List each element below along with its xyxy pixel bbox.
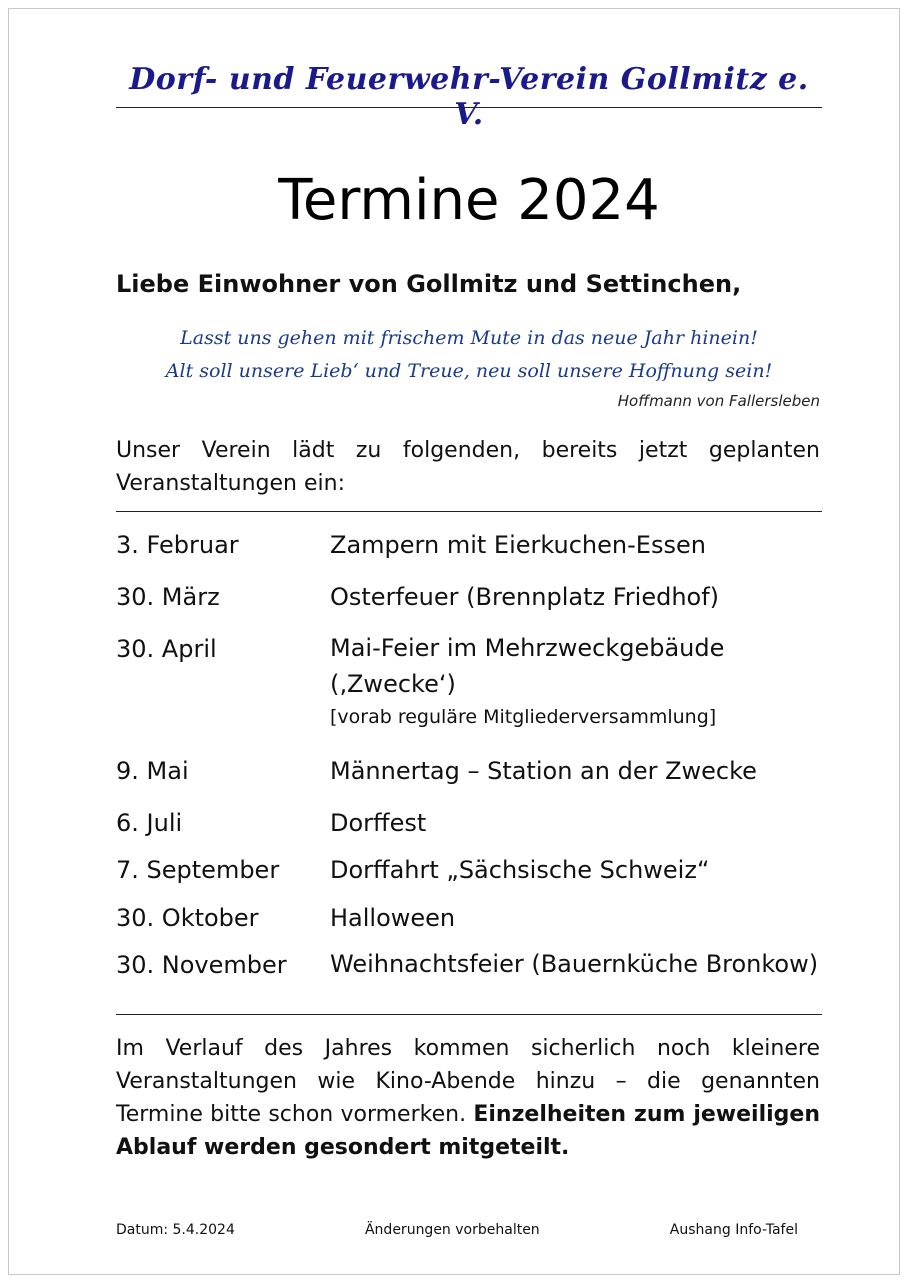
event-date: 30. März [116,583,220,611]
events-bottom-divider [116,1014,822,1015]
intro-text: Unser Verein lädt zu folgenden, bereits jetzt geplanten Veranstaltungen ein: [116,438,820,496]
footer [116,1222,798,1238]
greeting: Liebe Einwohner von Gollmitz und Settinchen, [116,270,742,298]
footer-date: Datum: 5.4.2024 [116,1222,235,1238]
event-row [116,804,822,851]
event-row [116,752,822,804]
event-row [116,526,822,578]
quote-line-2: Alt soll unsere Lieb‘ und Treue, neu soll unsere Hoffnung sein! [165,360,773,382]
event-description: Zampern mit Eierkuchen-Essen [330,531,706,559]
event-date: 3. Februar [116,531,239,559]
event-description: Männertag – Station an der Zwecke [330,757,757,785]
page-title: Termine 2024 [278,168,660,233]
footer-location: Aushang Info-Tafel [669,1222,798,1238]
event-date: 7. September [116,856,280,884]
closing-text: Im Verlauf des Jahres kommen sicherlich noch kleinere Veranstaltungen wie Kino-Abende hinzu – die genannten Termine bitte schon vormerken. [116,1036,820,1127]
event-row [116,899,822,946]
closing-bold-text: Einzelheiten zum jeweiligen Ablauf werden gesondert mitgeteilt. [116,1102,821,1160]
footer-notice: Änderungen vorbehalten [364,1222,540,1238]
event-row [116,630,822,752]
closing-paragraph [116,1032,820,1164]
event-note: [vorab reguläre Mitgliederversammlung] [330,706,717,728]
events-top-divider [116,511,822,512]
events-list [116,526,822,1018]
event-description: Dorffahrt „Sächsische Schweiz“ [330,856,710,884]
event-row [116,946,822,1018]
event-date: 9. Mai [116,757,189,785]
event-description: Mai-Feier im Mehrzweckgebäude (‚Zwecke‘) [330,634,725,698]
event-date: 30. Oktober [116,904,259,932]
poem-quote [116,322,822,388]
event-description: Osterfeuer (Brennplatz Friedhof) [330,583,720,611]
event-description: Halloween [330,904,456,932]
organization-header: Dorf- und Feuerwehr-Verein Gollmitz e. V. [129,62,809,132]
event-row [116,578,822,630]
event-date: 30. November [116,951,287,979]
event-description: Dorffest [330,809,427,837]
quote-author: Hoffmann von Fallersleben [617,392,820,410]
event-description: Weihnachtsfeier (Bauernküche Bronkow) [330,950,819,978]
event-date: 30. April [116,635,217,663]
event-row [116,851,822,899]
event-date: 6. Juli [116,809,183,837]
quote-line-1: Lasst uns gehen mit frischem Mute in das neue Jahr hinein! [180,327,758,349]
header-divider [116,107,822,108]
